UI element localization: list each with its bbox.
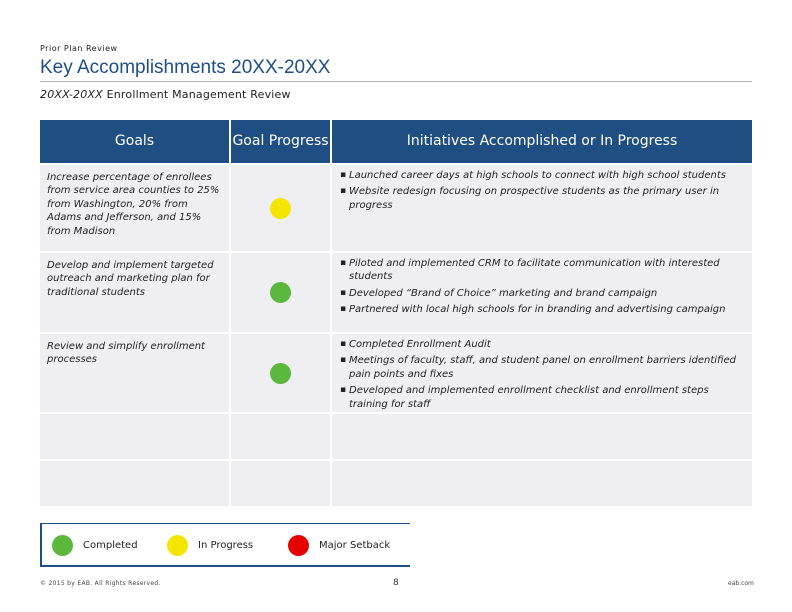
table-row: [40, 165, 752, 251]
header-initiatives: Initiatives Accomplished or In Progress: [332, 120, 752, 163]
goal-cell: [40, 414, 229, 459]
initiative-item: ▪ Launched career days at high schools to connect with high school students: [340, 169, 744, 182]
legend-major-setback: [288, 524, 390, 566]
goal-cell: [40, 253, 229, 332]
initiatives-cell: [332, 414, 752, 459]
goal-cell: [40, 165, 229, 251]
initiative-item: ▪ Completed Enrollment Audit: [340, 338, 744, 351]
title-divider: [40, 81, 752, 82]
subtitle-italic: 20XX-20XX: [40, 88, 103, 101]
progress-cell: [231, 334, 330, 412]
goal-cell: [40, 334, 229, 412]
goal-text: Review and simplify enrollment processes: [47, 341, 205, 366]
initiative-item: ▪ Meetings of faculty, staff, and student panel on enrollment barriers identified pain points and fixes: [340, 354, 744, 381]
status-dot-green-icon: [270, 282, 291, 303]
initiative-item: ▪ Partnered with local high schools for in branding and advertising campaign: [340, 303, 744, 316]
footer-site: eab.com: [728, 580, 754, 587]
legend-red-dot-icon: [288, 535, 309, 556]
header-goal-progress: Goal Progress: [231, 120, 330, 163]
status-dot-green-icon: [270, 363, 291, 384]
table-header: [40, 120, 752, 163]
initiatives-cell: [332, 461, 752, 506]
initiatives-cell: [332, 334, 752, 412]
subtitle: [40, 88, 291, 101]
goal-text: Develop and implement targeted outreach and marketing plan for traditional students: [47, 260, 214, 298]
table-row: [40, 334, 752, 412]
legend-yellow-dot-icon: [167, 535, 188, 556]
legend-in-progress: [167, 524, 253, 566]
header-goals: Goals: [40, 120, 229, 163]
subtitle-rest: Enrollment Management Review: [102, 88, 291, 101]
initiatives-cell: [332, 253, 752, 332]
progress-cell: [231, 253, 330, 332]
table-row-empty: [40, 414, 752, 459]
legend-in-progress-label: In Progress: [198, 539, 254, 551]
initiative-item: ▪ Developed and implemented enrollment checklist and enrollment steps training for staff: [340, 384, 744, 411]
page-number: 8: [393, 578, 399, 588]
legend-completed: [52, 524, 138, 566]
progress-cell: [231, 414, 330, 459]
goal-cell: [40, 461, 229, 506]
initiative-item: ▪ Developed “Brand of Choice” marketing and brand campaign: [340, 287, 744, 300]
page-title: Key Accomplishments 20XX-20XX: [40, 57, 331, 78]
status-dot-yellow-icon: [270, 198, 291, 219]
progress-cell: [231, 165, 330, 251]
table-row: [40, 253, 752, 332]
footer-copyright: © 2015 by EAB. All Rights Reserved.: [40, 580, 161, 587]
goal-text: Increase percentage of enrollees from service area counties to 25% from Washington, 20% from Adams and Jefferson, and 15% from Madison: [47, 172, 220, 237]
table-row-empty: [40, 461, 752, 506]
eyebrow: Prior Plan Review: [40, 44, 118, 53]
legend-major-setback-label: Major Setback: [319, 539, 391, 551]
initiatives-cell: [332, 165, 752, 251]
progress-cell: [231, 461, 330, 506]
initiative-item: ▪ Website redesign focusing on prospective students as the primary user in progress: [340, 185, 744, 212]
legend: [40, 523, 410, 567]
initiative-item: ▪ Piloted and implemented CRM to facilitate communication with interested students: [340, 257, 744, 284]
legend-completed-label: Completed: [83, 539, 138, 551]
legend-green-dot-icon: [52, 535, 73, 556]
